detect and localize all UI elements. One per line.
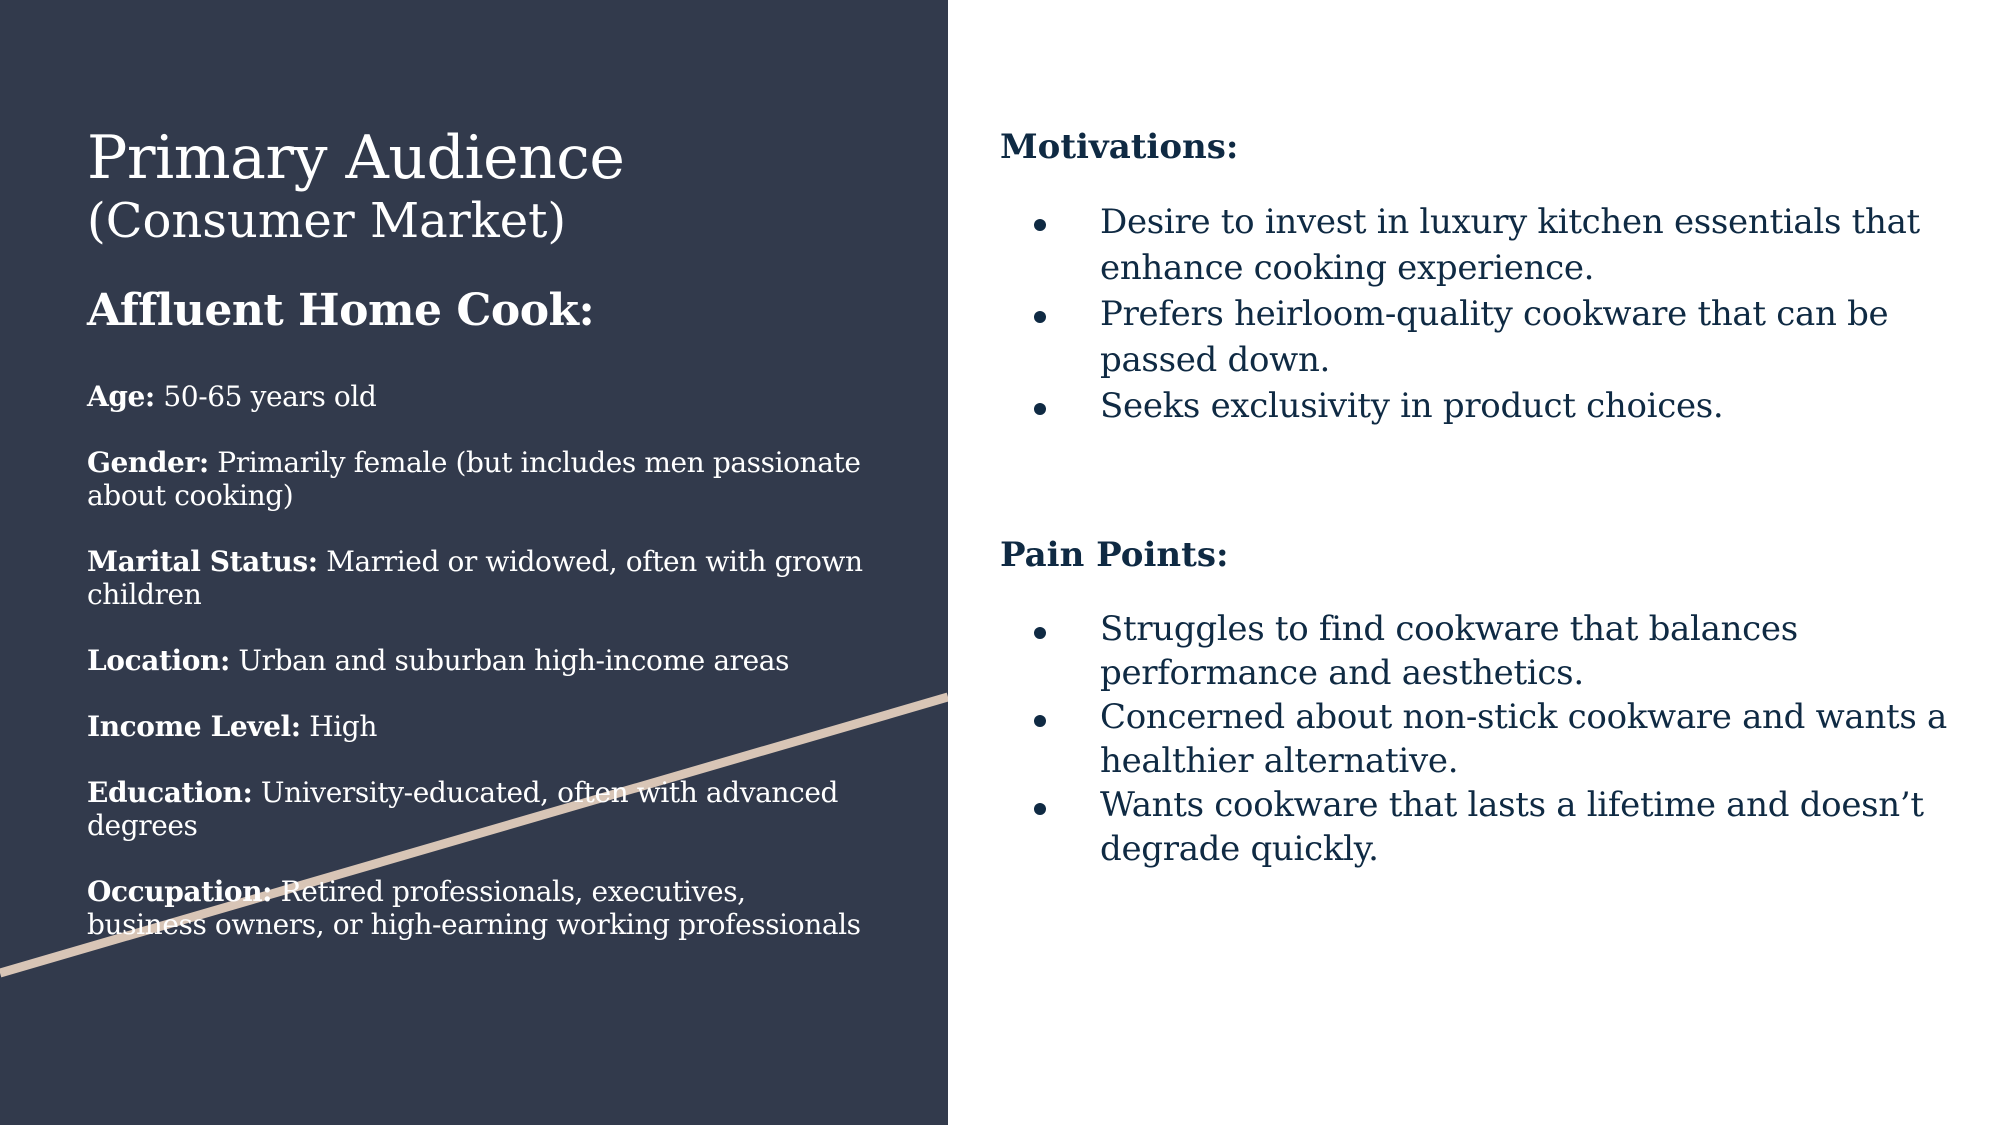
- fact-value: Urban and suburban high-income areas: [229, 644, 790, 677]
- list-item: [1000, 199, 1980, 291]
- bullet-text: Seeks exclusivity in product choices.: [1100, 386, 1724, 426]
- fact-value: University-educated, often with advanced degrees: [87, 776, 839, 842]
- fact-value: Primarily female (but includes men passionate about cooking): [87, 446, 861, 512]
- fact-label: Education:: [87, 776, 253, 809]
- bullet-text: Struggles to find cookware that balances performance and aesthetics.: [1100, 609, 1798, 693]
- bullet-text: Wants cookware that lasts a lifetime and doesn’t degrade quickly.: [1100, 785, 1924, 869]
- motivations-heading: Motivations:: [1000, 127, 1239, 167]
- fact-marital-status: [87, 545, 867, 611]
- fact-gender: [87, 446, 867, 512]
- fact-label: Location:: [87, 644, 230, 677]
- fact-education: [87, 776, 867, 842]
- audience-summary: [87, 124, 867, 974]
- bullet-icon: [1034, 627, 1046, 639]
- bullet-text: Desire to invest in luxury kitchen essentials that enhance cooking experience.: [1100, 202, 1920, 288]
- list-item: [1000, 607, 1980, 695]
- bullet-icon: [1034, 219, 1046, 231]
- list-item: [1000, 695, 1980, 783]
- fact-age: [87, 380, 867, 413]
- bullet-text: Concerned about non-stick cookware and wants a healthier alternative.: [1100, 697, 1947, 781]
- fact-value: High: [300, 710, 377, 743]
- bullet-text: Prefers heirloom-quality cookware that can be passed down.: [1100, 294, 1889, 380]
- fact-value: Married or widowed, often with grown children: [87, 545, 863, 611]
- list-item: [1000, 291, 1980, 383]
- fact-label: Gender:: [87, 446, 209, 479]
- pain-points-list: [1000, 607, 1980, 871]
- fact-label: Income Level:: [87, 710, 301, 743]
- persona-heading: Affluent Home Cook:: [87, 285, 595, 336]
- fact-label: Age:: [87, 380, 155, 413]
- fact-label: Marital Status:: [87, 545, 318, 578]
- fact-location: [87, 644, 867, 677]
- fact-value: Retired professionals, executives, business owners, or high-earning working professionals: [87, 875, 861, 941]
- slide-subtitle: (Consumer Market): [87, 193, 567, 249]
- fact-value: 50-65 years old: [154, 380, 377, 413]
- fact-occupation: [87, 875, 867, 941]
- pain-points-heading: Pain Points:: [1000, 535, 1229, 575]
- persona-details: [1000, 125, 1980, 871]
- slide-title: Primary Audience: [87, 123, 625, 193]
- list-item: [1000, 783, 1980, 871]
- list-item: [1000, 383, 1980, 429]
- bullet-icon: [1034, 715, 1046, 727]
- bullet-icon: [1034, 403, 1046, 415]
- fact-income-level: [87, 710, 867, 743]
- motivations-list: [1000, 199, 1980, 429]
- persona-facts: [87, 380, 867, 941]
- bullet-icon: [1034, 311, 1046, 323]
- bullet-icon: [1034, 803, 1046, 815]
- fact-label: Occupation:: [87, 875, 273, 908]
